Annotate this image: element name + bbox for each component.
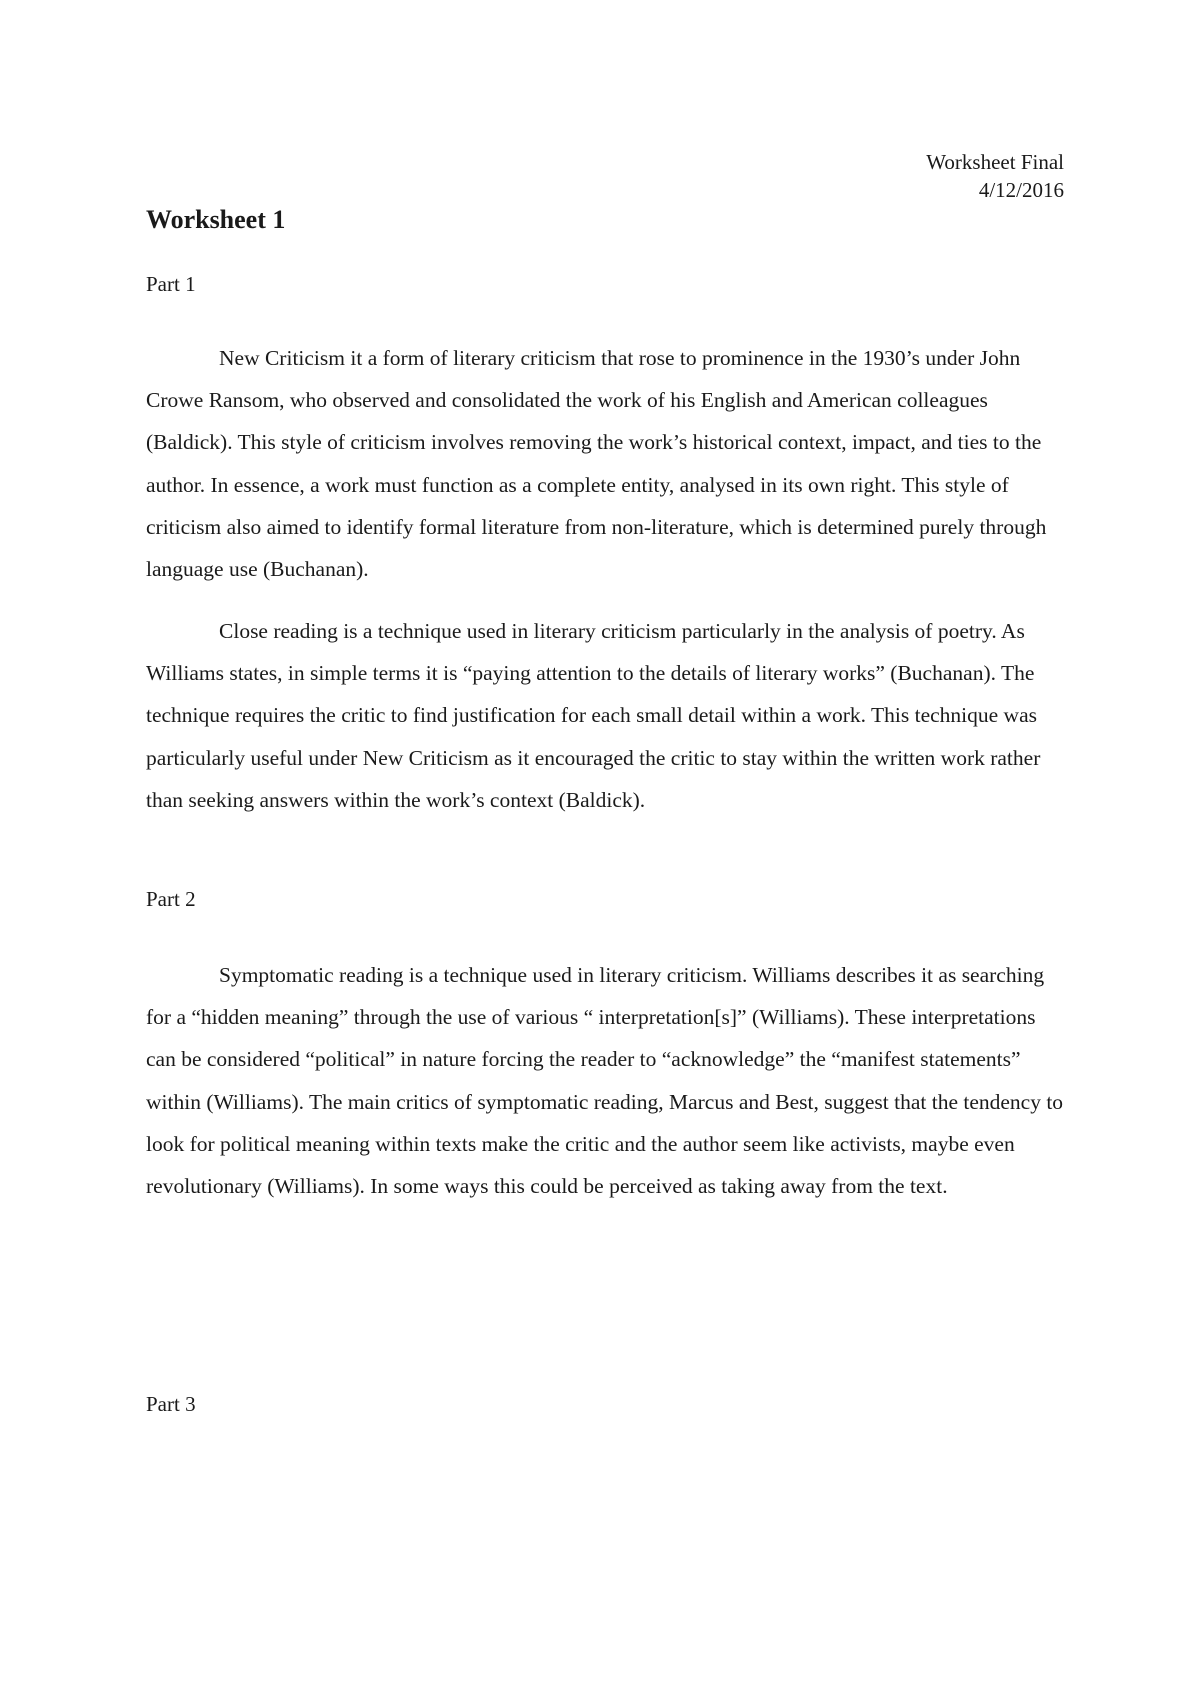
paragraph-new-criticism: New Criticism it a form of literary criticism that rose to prominence in the 1930’s under John Crowe Ransom, who observed and consolidated the work of his English and American colleagues (Baldick). This style of criticism involves removing the work’s historical context, impact, and ties to the author. In essence, a work must function as a complete entity, analysed in its own right. This style of criticism also aimed to identify formal literature from non-literature, which is determined purely through language use (Buchanan). <box>146 346 1047 582</box>
section-label-part-1: Part 1 <box>146 272 196 296</box>
header-title: Worksheet Final <box>926 150 1064 174</box>
paragraph-close-reading: Close reading is a technique used in literary criticism particularly in the analysis of poetry. As Williams states, in simple terms it is “paying attention to the details of literary works” (Buchanan). The technique requires the critic to find justification for each small detail within a work. This technique was particularly useful under New Criticism as it encouraged the critic to stay within the written work rather than seeking answers within the work’s context (Baldick). <box>146 619 1041 812</box>
page-title: Worksheet 1 <box>146 205 286 234</box>
section-label-part-2: Part 2 <box>146 887 196 911</box>
document-header <box>926 148 1064 204</box>
header-date: 4/12/2016 <box>978 178 1064 202</box>
section-label-part-3: Part 3 <box>146 1392 196 1416</box>
paragraph-symptomatic-reading: Symptomatic reading is a technique used in literary criticism. Williams describes it as searching for a “hidden meaning” through the use of various “ interpretation[s]” (Williams). These interpretations can be considered “political” in nature forcing the reader to “acknowledge” the “manifest statements” within (Williams). The main critics of symptomatic reading, Marcus and Best, suggest that the tendency to look for political meaning within texts make the critic and the author seem like activists, maybe even revolutionary (Williams). In some ways this could be perceived as taking away from the text. <box>146 963 1064 1199</box>
